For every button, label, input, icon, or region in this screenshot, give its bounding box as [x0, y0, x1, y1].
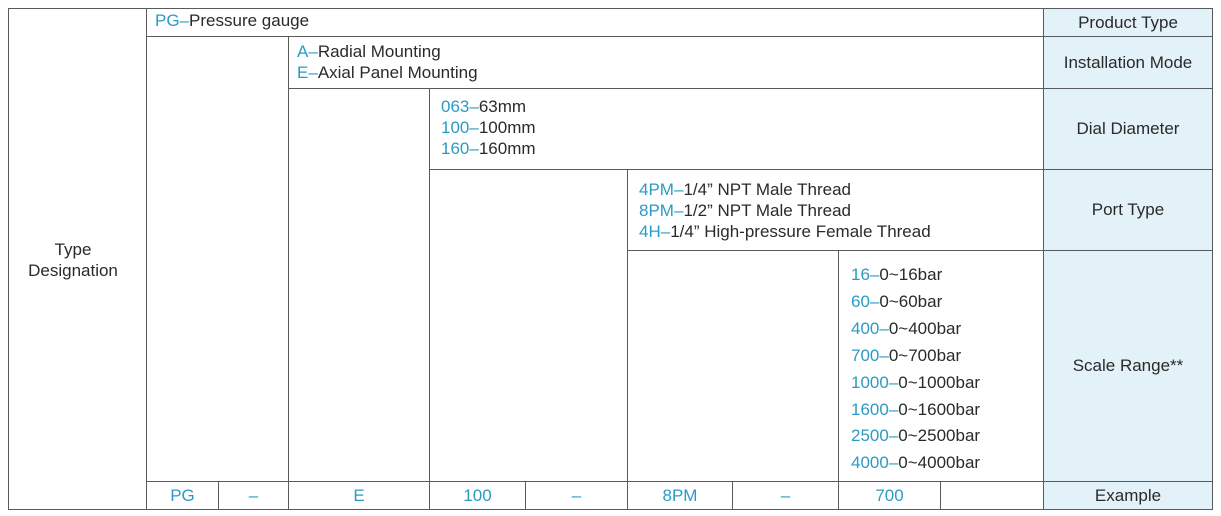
option-line [851, 370, 980, 397]
option-line [441, 138, 536, 159]
example-cell-5: – [571, 485, 582, 505]
column-divider [627, 170, 628, 509]
option-code: 4PM [639, 180, 674, 199]
option-text: 63mm [478, 97, 527, 116]
option-text: 0~1600bar [898, 399, 981, 419]
option-line [297, 41, 478, 62]
option-text: 0~400bar [888, 318, 962, 338]
option-separator: – [179, 11, 190, 30]
dial-diameter-options [441, 96, 536, 159]
option-line [639, 200, 931, 221]
header-example [1043, 482, 1212, 509]
option-code: 100 [441, 118, 470, 137]
option-separator: – [673, 201, 684, 220]
option-code: PG [155, 11, 180, 30]
option-text: 0~60bar [879, 291, 943, 311]
option-separator: – [888, 426, 899, 446]
option-code: A [297, 42, 309, 61]
column-divider [146, 9, 147, 509]
option-text: 0~4000bar [898, 453, 981, 473]
option-text: 0~700bar [888, 345, 962, 365]
header-port-type-label: Port Type [1091, 200, 1165, 219]
product-type-options [155, 10, 309, 31]
example-cell-1: PG [170, 485, 195, 505]
example-cell-7: – [780, 485, 791, 505]
header-installation-mode [1043, 37, 1212, 88]
row-divider [429, 169, 1212, 170]
option-separator: – [469, 118, 479, 137]
option-code: 160 [441, 139, 470, 158]
table-border [8, 8, 1213, 510]
row-divider [288, 88, 1212, 89]
option-text: Pressure gauge [189, 11, 310, 30]
option-line [639, 179, 931, 200]
option-line [297, 62, 478, 83]
option-line [851, 262, 980, 289]
header-example-label: Example [1094, 485, 1162, 505]
header-scale-range-label: Scale Range** [1072, 356, 1184, 375]
option-code: 60 [851, 291, 870, 311]
header-dial-diameter [1043, 89, 1212, 169]
option-separator: – [869, 265, 880, 284]
port-type-options [639, 179, 931, 242]
column-divider [288, 37, 289, 509]
option-separator: – [879, 318, 889, 338]
option-code: 2500 [851, 426, 889, 446]
option-code: 1600 [851, 399, 889, 419]
row-divider [627, 250, 1212, 251]
header-product-type-label: Product Type [1078, 12, 1178, 32]
header-port-type [1043, 170, 1212, 250]
option-text: 1/4” NPT Male Thread [683, 180, 851, 199]
option-separator: – [888, 372, 899, 392]
example-cell-4: 100 [463, 485, 492, 505]
option-text: 1/2” NPT Male Thread [683, 201, 851, 220]
option-code: 700 [851, 345, 880, 365]
option-text: 160mm [478, 139, 536, 158]
installation-mode-options [297, 41, 478, 83]
option-line [851, 289, 980, 316]
option-separator: – [673, 180, 684, 199]
column-divider [838, 251, 839, 509]
option-line [639, 221, 931, 242]
option-code: 063 [441, 97, 470, 116]
option-line [851, 316, 980, 343]
option-line [851, 423, 980, 450]
example-cell-2: – [248, 485, 259, 505]
option-code: 400 [851, 318, 880, 338]
option-text: 0~16bar [879, 265, 943, 284]
scale-range-options [851, 262, 980, 477]
option-separator: – [869, 291, 880, 311]
header-installation-mode-label: Installation Mode [1063, 52, 1193, 72]
option-separator: – [469, 97, 479, 116]
header-dial-diameter-label: Dial Diameter [1076, 119, 1180, 138]
option-line [155, 10, 309, 31]
type-designation-line-2: Designation [28, 260, 118, 280]
option-text: Radial Mounting [317, 42, 441, 61]
option-code: 4000 [851, 453, 889, 473]
option-code: 16 [851, 265, 870, 284]
option-code: 4H [639, 222, 661, 241]
column-divider [429, 89, 430, 509]
option-line [851, 343, 980, 370]
header-product-type [1043, 9, 1212, 36]
option-line [441, 117, 536, 138]
option-line [441, 96, 536, 117]
option-separator: – [308, 42, 318, 61]
option-separator: – [888, 399, 899, 419]
option-code: E [297, 63, 309, 82]
option-line [851, 397, 980, 424]
type-designation-label [10, 10, 136, 509]
option-text: 100mm [478, 118, 536, 137]
option-text: 0~2500bar [898, 426, 981, 446]
example-cell-8: 700 [875, 485, 904, 505]
example-cell-6: 8PM [662, 485, 698, 505]
type-designation-line-1: Type [54, 239, 92, 259]
option-code: 8PM [639, 201, 674, 220]
option-separator: – [660, 222, 671, 241]
option-code: 1000 [851, 372, 889, 392]
option-line [851, 450, 980, 477]
option-text: Axial Panel Mounting [317, 63, 478, 82]
option-separator: – [879, 345, 889, 365]
example-cell-9 [941, 482, 1043, 509]
example-cell-3: E [353, 485, 365, 505]
option-separator: – [469, 139, 479, 158]
option-separator: – [308, 63, 318, 82]
header-scale-range [1043, 251, 1212, 481]
option-text: 0~1000bar [898, 372, 981, 392]
row-divider [146, 36, 1212, 37]
option-text: 1/4” High-pressure Female Thread [670, 222, 931, 241]
option-separator: – [888, 453, 899, 473]
